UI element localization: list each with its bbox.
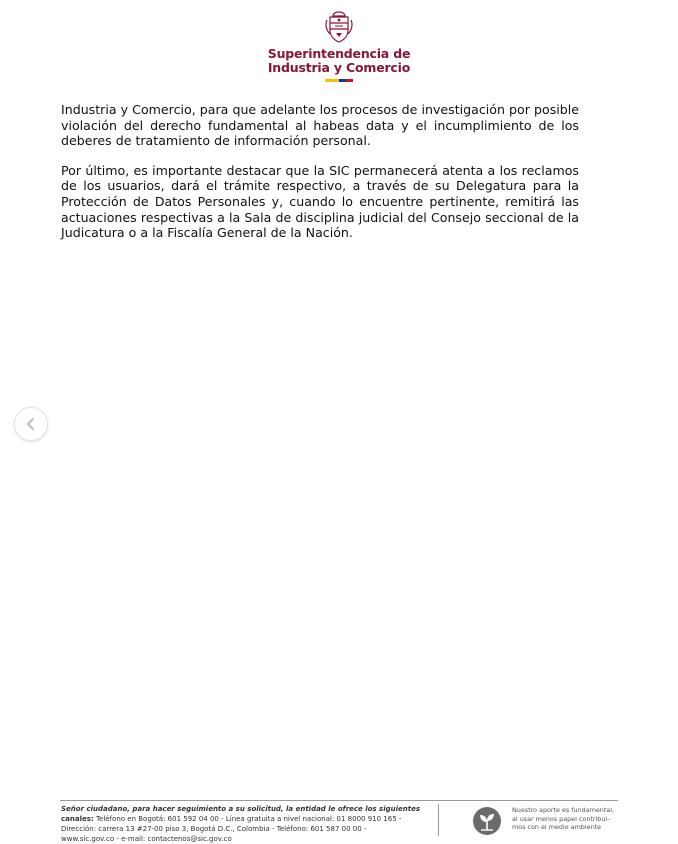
footer-channels-text: Teléfono en Bogotá: 601 592 04 00 - Línea gratuita a nivel nacional: 01 8000 910 165 -: [95, 815, 402, 823]
footer-channels: [61, 814, 431, 824]
entity-name-line-1: Superintendencia de: [267, 46, 411, 61]
eco-plant-icon: [472, 806, 502, 836]
flag-red-stripe: [346, 79, 353, 82]
eco-line: Nuestro aporte es fundamental,: [512, 806, 615, 814]
paragraph: Industria y Comercio, para que adelante los procesos de investigación por posible violación del derecho fundamental al habeas data y el incumplimiento de los deberes de tratamiento de información personal.: [61, 102, 579, 149]
footer-web: www.sic.gov.co - e-mail: contactenos@sic.gov.co: [61, 835, 232, 843]
footer-channels-label: canales:: [61, 815, 94, 823]
footer-eco-message: [512, 806, 622, 832]
footer-lead: Señor ciudadano, para hacer seguimiento a su solicitud, la entidad le ofrece los siguientes: [61, 805, 420, 813]
coat-of-arms-icon: [324, 10, 354, 44]
flag-color-bar: [325, 79, 353, 82]
footer-address: Dirección: carrera 13 #27-00 piso 3, Bogotá D.C., Colombia - Teléfono: 601 587 00 00 -: [61, 825, 367, 833]
paragraph: Por último, es importante destacar que la SIC permanecerá atenta a los reclamos de los usuarios, dará el trámite respectivo, a través de su Delegatura para la Protección de Datos Personales y, cuando lo encuentre pertinente, remitirá las actuaciones respectivas a la Sala de disciplina judicial del Consejo seccional de la Judicatura o a la Fiscalía General de la Nación.: [61, 162, 579, 241]
entity-name: [268, 47, 410, 75]
entity-name-line-2: Industria y Comercio: [267, 60, 411, 75]
footer-divider: [438, 804, 439, 836]
previous-page-button[interactable]: [14, 407, 48, 441]
chevron-left-icon: [24, 417, 38, 431]
letter-body: [61, 102, 579, 255]
eco-line: al usar menos papel contribui-: [512, 814, 610, 823]
footer-contact-info: [61, 804, 431, 844]
flag-blue-stripe: [339, 79, 346, 82]
letterhead: [0, 10, 678, 82]
footer-rule: [60, 800, 618, 801]
flag-yellow-stripe: [325, 79, 339, 82]
eco-line: mos con el medio ambiente: [512, 823, 602, 832]
